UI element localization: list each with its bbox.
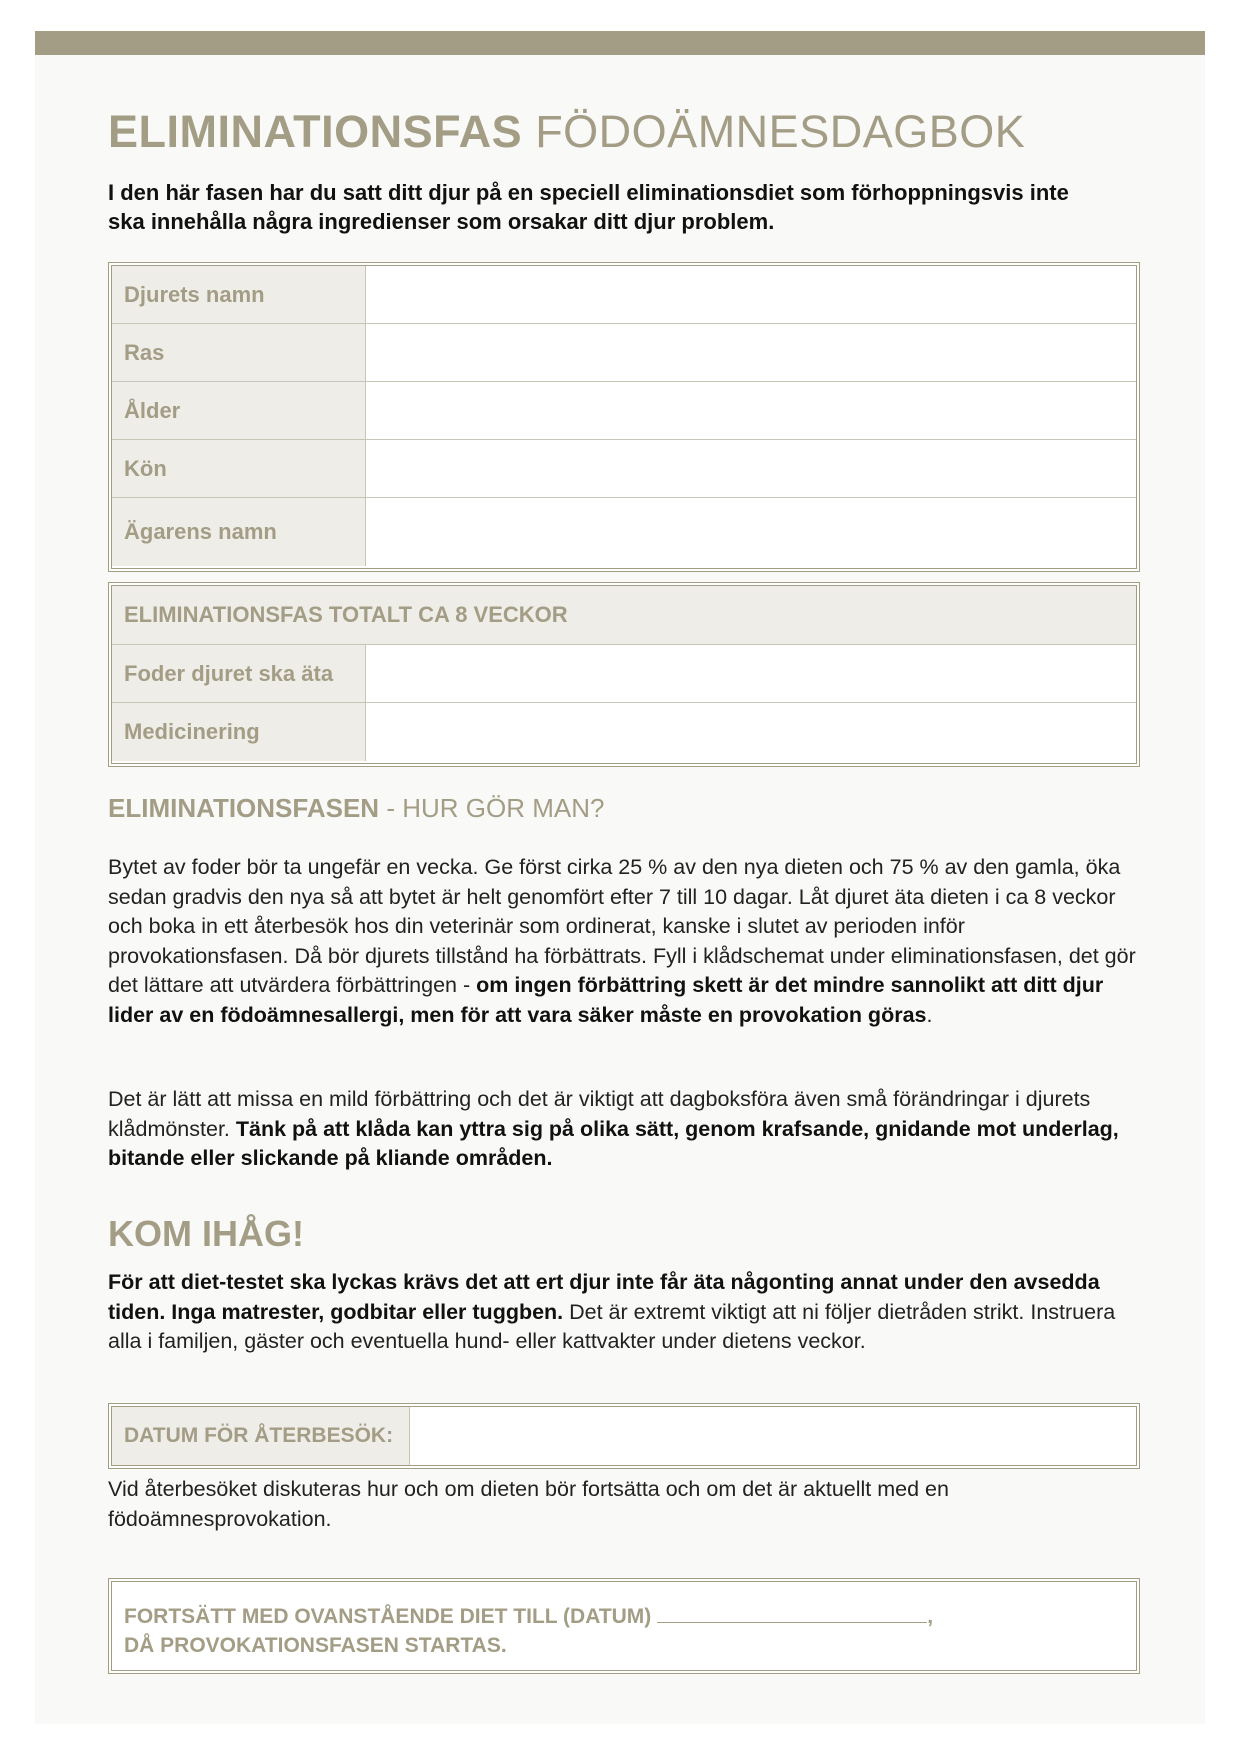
row-label: Ägarens namn [112,498,366,566]
continue-line-1 [124,1602,1124,1631]
row-label: Medicinering [112,703,366,761]
phase-table-header: ELIMINATIONSFAS TOTALT CA 8 VECKOR [112,586,1136,645]
paragraph-text: Det är lätt att missa en mild förbättring och det är viktigt att dagboksföra även små förändringar i djurets klådmönster. [108,1087,1091,1141]
row-label: Foder djuret ska äta [112,645,366,702]
continue-text: FORTSÄTT MED OVANSTÅENDE DIET TILL (DATUM) [124,1605,652,1628]
section-heading [108,795,604,821]
paragraph-text: Bytet av foder bör ta ungefär en vecka. Ge först cirka 25 % av den nya dieten och 75 % av den gamla, öka sedan gradvis den nya så att bytet är helt genomfört efter 7 till 10 dagar. Låt djuret äta dieten i ca 8 veckor och boka in ett återbesök hos din veterinär som ordinerat, kanske i slutet av perioden inför provokationsfasen. Då bör djurets tillstånd ha förbättrats. Fyll i klådschemat under eliminationsfasen, det gör det lättare att utvärdera förbättringen - [108,855,1136,997]
subhead-bold: ELIMINATIONSFASEN [108,793,380,823]
page-title [108,106,1026,157]
itch-paragraph [108,1085,1138,1174]
table-row [112,440,1136,498]
continue-comma: , [927,1605,934,1628]
continue-line-2: DÅ PROVOKATIONSFASEN STARTAS. [124,1634,507,1657]
breed-field[interactable] [366,324,1136,381]
row-label: Djurets namn [112,266,366,323]
age-field[interactable] [366,382,1136,439]
continue-box [108,1578,1140,1674]
row-label: Kön [112,440,366,497]
paragraph-end: . [926,1002,933,1027]
followup-date-field[interactable] [410,1407,1136,1465]
paragraph-emphasis: Tänk på att klåda kan yttra sig på olika sätt, genom krafsande, gnidande mot underlag, bitande eller slickande på kliande områden. [108,1116,1119,1170]
table-row [112,703,1136,761]
header-bar [35,31,1205,55]
table-row [112,498,1136,566]
sex-field[interactable] [366,440,1136,497]
remember-heading: KOM IHÅG! [108,1213,304,1254]
subhead-light: - HUR GÖR MAN? [379,793,605,823]
table-row [112,382,1136,440]
row-label: Ålder [112,382,366,439]
row-label: DATUM FÖR ÅTERBESÖK: [112,1407,410,1465]
document-page [35,31,1205,1724]
table-row [112,324,1136,382]
followup-note: Vid återbesöket diskuteras hur och om dieten bör fortsätta och om det är aktuellt med en födoämnesprovokation. [108,1477,949,1531]
instructions-paragraph [108,853,1138,1030]
table-row [112,266,1136,324]
pet-name-field[interactable] [366,266,1136,323]
table-row [112,1407,1136,1465]
date-blank-field[interactable] [657,1602,927,1623]
table-row [112,645,1136,703]
food-field[interactable] [366,645,1136,702]
title-light: FÖDOÄMNESDAGBOK [535,106,1026,157]
medication-field[interactable] [366,703,1136,761]
paragraph-emphasis: om ingen förbättring skett är det mindre sannolikt att ditt djur lider av en födoämnesallergi, men för att vara säker måste en provokation göras [108,973,1104,1027]
row-label: Ras [112,324,366,381]
intro-text: I den här fasen har du satt ditt djur på en speciell eliminationsdiet som förhoppningsvis inte ska innehålla några ingredienser som orsakar ditt djur problem. [108,180,1069,234]
followup-date-table [108,1403,1140,1469]
paragraph-text: Det är extremt viktigt att ni följer dietråden strikt. Instruera alla i familjen, gäster och eventuella hund- eller kattvakter under dietens veckor. [108,1299,1116,1353]
pet-info-table [108,262,1140,572]
remember-paragraph [108,1268,1138,1357]
owner-name-field[interactable] [366,498,1136,566]
paragraph-emphasis: För att diet-testet ska lyckas krävs det att ert djur inte får äta någonting annat under den avsedda tiden. Inga matrester, godbitar eller tuggben. [108,1270,1100,1324]
title-bold: ELIMINATIONSFAS [108,106,523,157]
phase-table [108,582,1140,767]
